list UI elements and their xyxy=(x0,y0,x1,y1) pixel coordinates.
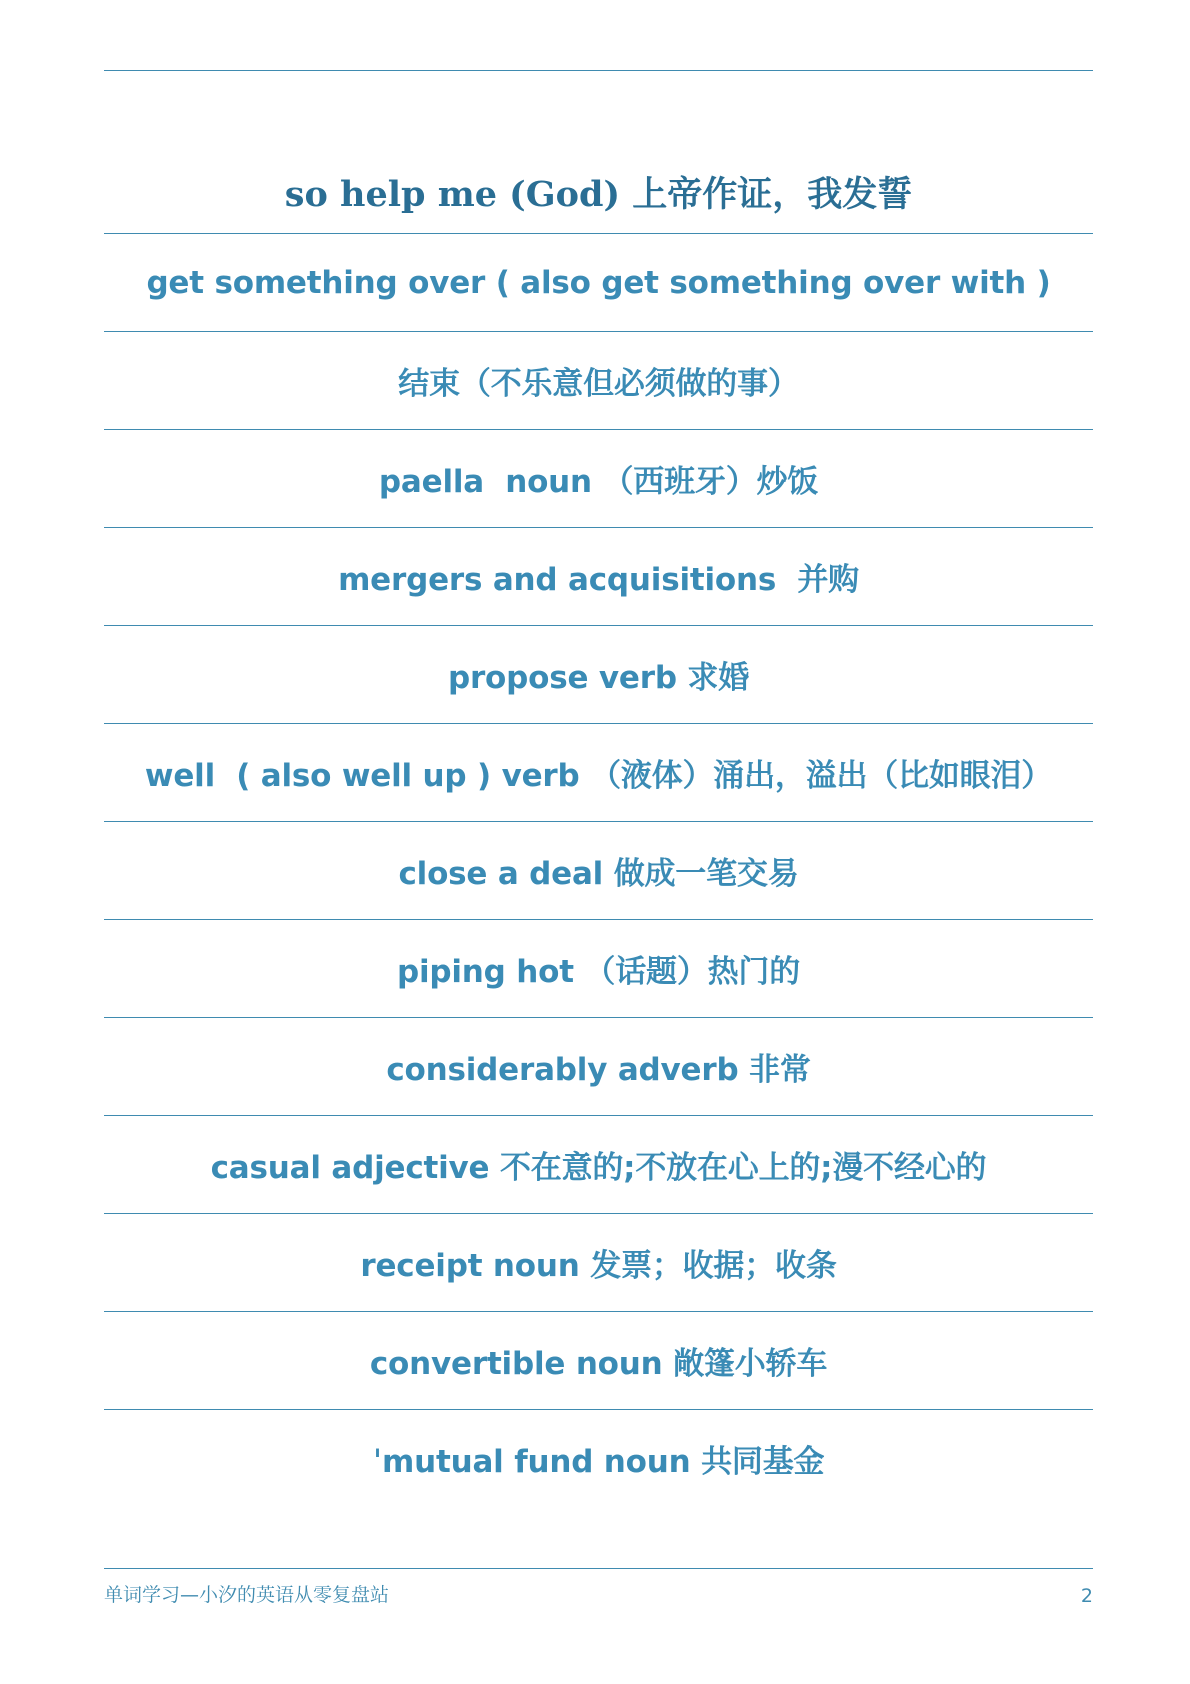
entry-text: receipt noun 发票；收据；收条 xyxy=(360,1248,837,1284)
list-item xyxy=(104,233,1093,331)
list-item xyxy=(104,625,1093,723)
entry-text: piping hot （话题）热门的 xyxy=(396,954,801,990)
entry-list xyxy=(104,233,1093,1507)
entry-text: get something over ( also get something over with ) xyxy=(146,264,1051,301)
list-item xyxy=(104,821,1093,919)
page-number: 2 xyxy=(1080,1585,1093,1607)
entry-text: casual adjective 不在意的;不放在心上的;漫不经心的 xyxy=(210,1150,987,1186)
footer-source: 单词学习—小汐的英语从零复盘站 xyxy=(104,1584,390,1606)
entry-text: 结束（不乐意但必须做的事） xyxy=(398,366,799,402)
list-item xyxy=(104,1311,1093,1409)
page-title: so help me (God) 上帝作证，我发誓 xyxy=(284,174,913,215)
entry-text: paella noun （西班牙）炒饭 xyxy=(378,464,819,500)
list-item xyxy=(104,1115,1093,1213)
entry-text: propose verb 求婚 xyxy=(447,660,750,696)
list-item xyxy=(104,527,1093,625)
top-rule xyxy=(104,70,1093,71)
footer-rule xyxy=(104,1568,1093,1569)
list-item xyxy=(104,1409,1093,1507)
list-item xyxy=(104,723,1093,821)
list-item xyxy=(104,331,1093,429)
list-item xyxy=(104,1213,1093,1311)
list-item xyxy=(104,1017,1093,1115)
entry-text: considerably adverb 非常 xyxy=(386,1052,811,1088)
entry-text: well ( also well up ) verb （液体）涌出，溢出（比如眼泪） xyxy=(144,758,1053,794)
list-item xyxy=(104,919,1093,1017)
entry-text: convertible noun 敞篷小轿车 xyxy=(369,1346,828,1382)
entry-text: close a deal 做成一笔交易 xyxy=(398,856,799,892)
list-item xyxy=(104,429,1093,527)
entry-text: mergers and acquisitions 并购 xyxy=(338,562,859,598)
entry-text: ˈmutual fund noun 共同基金 xyxy=(372,1444,825,1480)
